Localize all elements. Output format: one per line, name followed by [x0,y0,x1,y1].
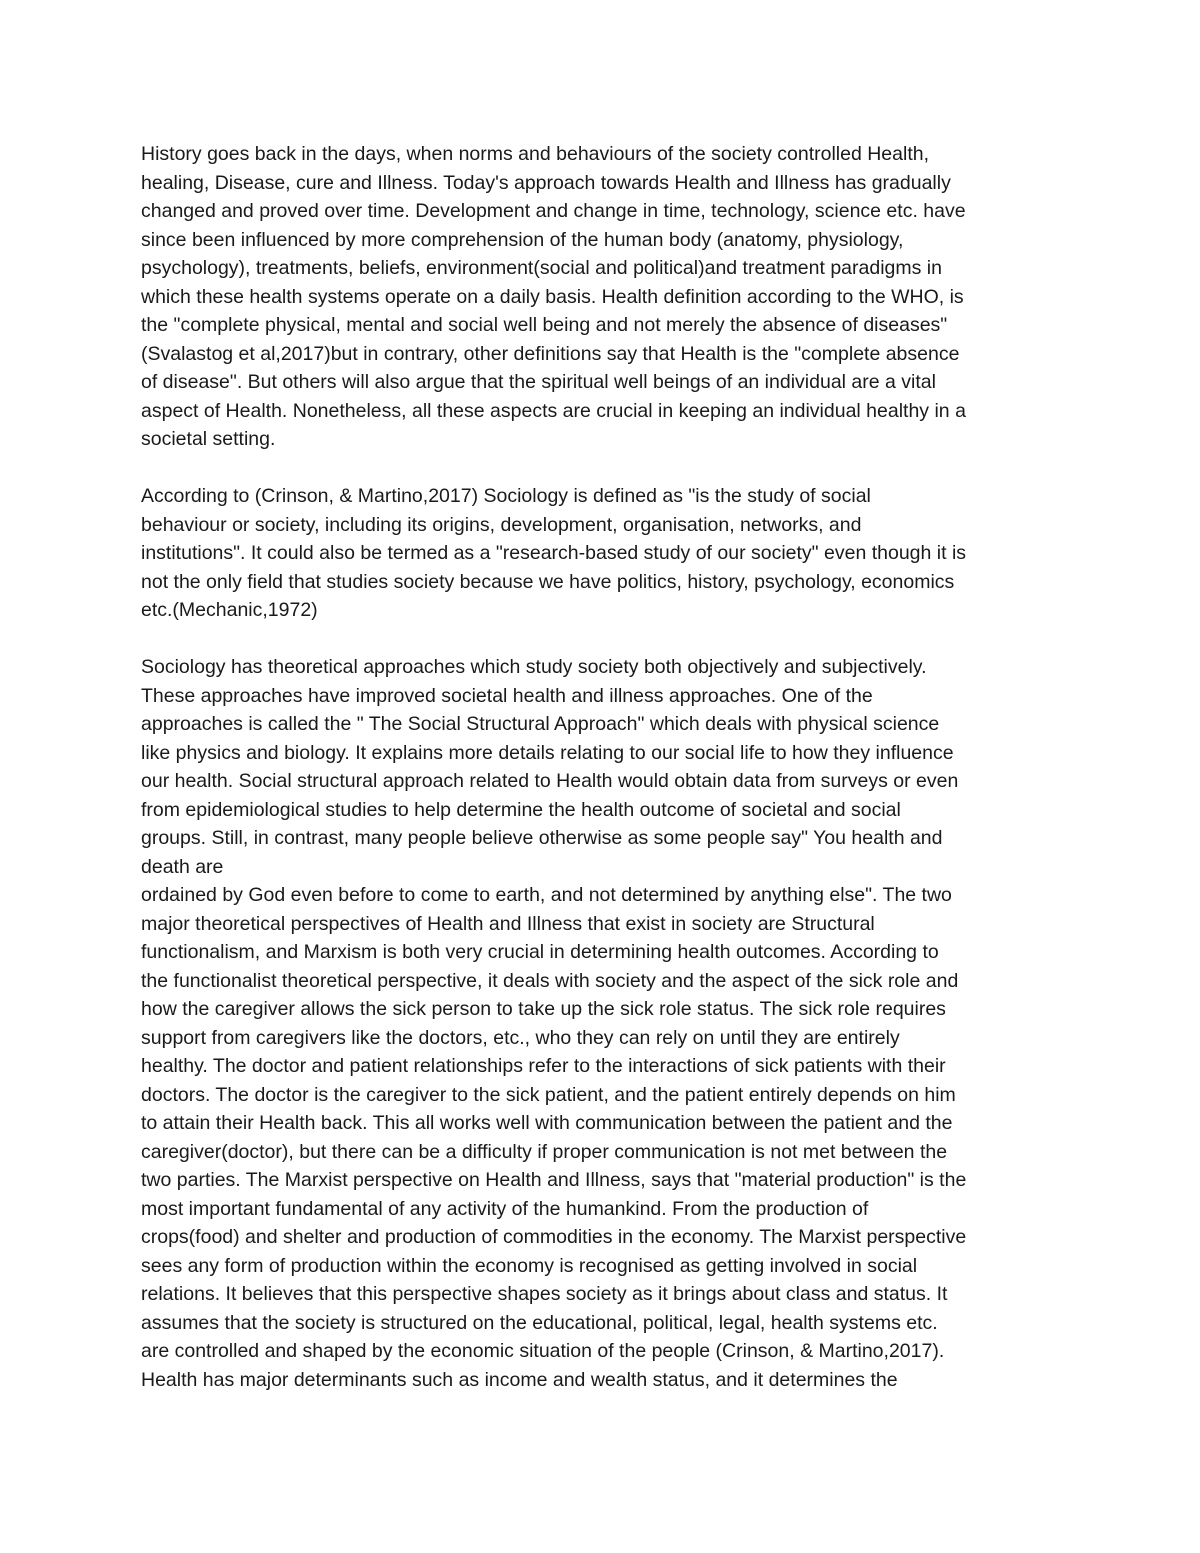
text-line: relations. It believes that this perspective shapes society as it brings about class and status. It [141,1283,948,1305]
text-line: (Svalastog et al,2017)but in contrary, other definitions say that Health is the "complete absence [141,342,960,365]
text-line: These approaches have improved societal health and illness approaches. One of the [141,684,873,707]
text-line: changed and proved over time. Development and change in time, technology, science etc. have [141,200,966,222]
text-line: are controlled and shaped by the economic situation of the people (Crinson, & Martino,2017). [141,1340,945,1362]
text-line: approaches is called the " The Social Structural Approach" which deals with physical science [141,713,940,735]
text-line: ordained by God even before to come to earth, and not determined by anything else". The two [141,884,952,906]
text-line: History goes back in the days, when norms and behaviours of the society controlled Health, [141,143,930,165]
text-line: Health has major determinants such as income and wealth status, and it determines the [141,1368,898,1391]
text-line: not the only field that studies society because we have politics, history, psychology, economics [141,570,955,593]
text-line: sees any form of production within the economy is recognised as getting involved in social [141,1254,918,1277]
text-line: since been influenced by more comprehension of the human body (anatomy, physiology, [141,228,904,251]
text-line: behaviour or society, including its origins, development, organisation, networks, and [141,513,862,536]
text-line: the functionalist theoretical perspective, it deals with society and the aspect of the sick role and [141,969,959,992]
text-line: doctors. The doctor is the caregiver to the sick patient, and the patient entirely depends on him [141,1083,956,1106]
text-line: our health. Social structural approach related to Health would obtain data from surveys or even [141,770,959,792]
text-line: assumes that the society is structured on the educational, political, legal, health systems etc. [141,1311,938,1334]
text-line: Sociology has theoretical approaches which study society both objectively and subjectively. [141,656,927,678]
text-line: functionalism, and Marxism is both very crucial in determining health outcomes. According to [141,941,939,963]
text-line: institutions". It could also be termed as a "research-based study of our society" even though it is [141,542,967,564]
text-line: psychology), treatments, beliefs, environment(social and political)and treatment paradigms in [141,257,942,279]
text-line: to attain their Health back. This all works well with communication between the patient and the [141,1112,953,1134]
text-line: groups. Still, in contrast, many people believe otherwise as some people say" You health and [141,827,943,849]
text-line: most important fundamental of any activity of the humankind. From the production of [141,1197,869,1220]
text-line: two parties. The Marxist perspective on Health and Illness, says that "material production" is the [141,1169,967,1191]
text-line: aspect of Health. Nonetheless, all these aspects are crucial in keeping an individual healthy in a [141,399,966,422]
text-line: major theoretical perspectives of Health and Illness that exist in society are Structural [141,912,875,935]
text-line: healthy. The doctor and patient relationships refer to the interactions of sick patients with their [141,1055,946,1077]
text-line: caregiver(doctor), but there can be a difficulty if proper communication is not met between the [141,1140,948,1163]
text-line: like physics and biology. It explains more details relating to our social life to how they influence [141,741,954,764]
paragraph-theoretical-approaches [141,653,1066,1394]
text-line: the "complete physical, mental and social well being and not merely the absence of diseases" [141,314,948,336]
text-line: societal setting. [141,428,276,450]
text-line: According to (Crinson, & Martino,2017) Sociology is defined as "is the study of social [141,485,871,507]
text-line: support from caregivers like the doctors, etc., who they can rely on until they are entirely [141,1026,900,1049]
text-line: which these health systems operate on a daily basis. Health definition according to the WHO, is [141,285,964,308]
paragraph-sociology-definition [141,482,1066,625]
text-line: crops(food) and shelter and production of commodities in the economy. The Marxist perspective [141,1226,967,1248]
document-body [141,140,1066,1394]
text-line: death are [141,855,224,878]
text-line: how the caregiver allows the sick person to take up the sick role status. The sick role requires [141,998,946,1020]
text-line: of disease". But others will also argue that the spiritual well beings of an individual are a vital [141,371,936,393]
text-line: etc.(Mechanic,1972) [141,599,318,621]
text-line: from epidemiological studies to help determine the health outcome of societal and social [141,798,901,821]
text-line: healing, Disease, cure and Illness. Today's approach towards Health and Illness has gradually [141,171,951,194]
paragraph-health-history [141,140,1066,454]
